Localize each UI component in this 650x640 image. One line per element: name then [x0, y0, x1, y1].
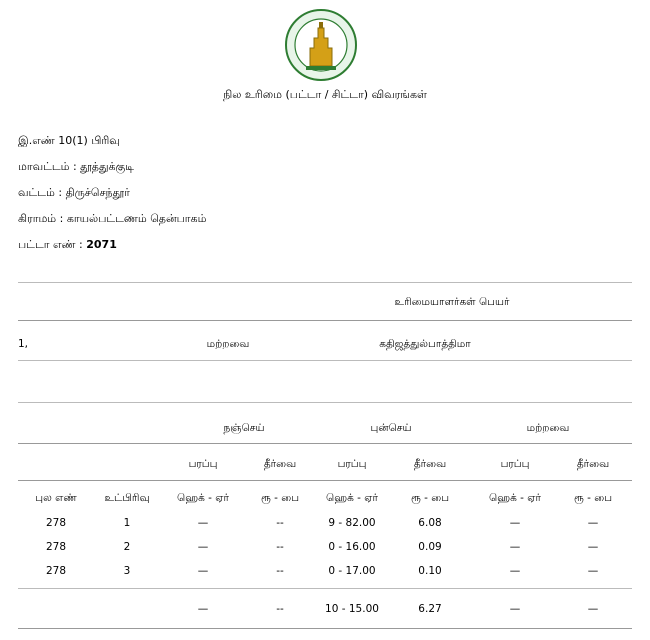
table-cell: —: [197, 541, 209, 553]
table-cell: —: [587, 541, 599, 553]
group-wet-land: நஞ்செய்: [223, 422, 265, 434]
total-cell: --: [276, 603, 284, 615]
sub-header-tax: தீர்வை: [263, 458, 297, 470]
sub-header-tax: தீர்வை: [576, 458, 610, 470]
group-other-land: மற்றவை: [526, 422, 570, 434]
table-cell: 278: [45, 541, 67, 553]
divider: [18, 443, 632, 444]
table-cell: 278: [45, 565, 67, 577]
owner-row-relation: மற்றவை: [206, 338, 250, 350]
taluk-label: வட்டம் : திருச்செந்தூர்: [18, 186, 130, 199]
table-cell: --: [276, 517, 284, 529]
table-cell: 0 - 16.00: [328, 541, 376, 553]
divider: [18, 360, 632, 361]
column-header: ரூ - பை: [260, 492, 300, 504]
total-cell: —: [587, 603, 599, 615]
table-cell: —: [509, 565, 521, 577]
divider: [18, 320, 632, 321]
table-cell: --: [276, 541, 284, 553]
total-cell: 6.27: [418, 603, 442, 615]
column-header: ஹெக் - ஏர்: [177, 492, 229, 504]
table-cell: 278: [45, 517, 67, 529]
table-cell: --: [276, 565, 284, 577]
page-title: நில உரிமை (பட்டா / சிட்டா) விவரங்கள்: [223, 88, 427, 101]
owner-row-number: 1,: [18, 338, 29, 350]
table-cell: 0.10: [418, 565, 442, 577]
divider: [18, 402, 632, 403]
sub-header-tax: தீர்வை: [413, 458, 447, 470]
district-label: மாவட்டம் : தூத்துக்குடி: [18, 160, 134, 173]
table-cell: 2: [123, 541, 131, 553]
tamil-nadu-emblem-icon: [284, 8, 358, 82]
divider: [18, 588, 632, 589]
section-label: இ.எண் 10(1) பிரிவு: [18, 134, 120, 147]
patta-number: [18, 238, 117, 253]
sub-header-area: பரப்பு: [500, 458, 530, 470]
patta-value: 2071: [86, 238, 117, 251]
table-cell: —: [587, 565, 599, 577]
owner-row-name: கதிஜத்துல்பாத்திமா: [379, 338, 471, 350]
village-label: கிராமம் : காயல்பட்டணம் தென்பாகம்: [18, 212, 207, 225]
column-header: ஹெக் - ஏர்: [489, 492, 541, 504]
total-cell: 10 - 15.00: [325, 603, 379, 615]
table-cell: —: [509, 541, 521, 553]
table-cell: —: [509, 517, 521, 529]
table-cell: —: [197, 565, 209, 577]
column-header: ஹெக் - ஏர்: [326, 492, 378, 504]
divider: [18, 628, 632, 629]
patta-label: பட்டா எண் :: [18, 238, 83, 251]
total-cell: —: [509, 603, 521, 615]
column-header: புல எண்: [35, 492, 77, 504]
table-cell: —: [197, 517, 209, 529]
group-dry-land: புன்செய்: [370, 422, 412, 434]
divider: [18, 480, 632, 481]
sub-header-area: பரப்பு: [188, 458, 218, 470]
column-header: ரூ - பை: [573, 492, 613, 504]
table-cell: 3: [123, 565, 131, 577]
table-cell: 0.09: [418, 541, 442, 553]
table-cell: 6.08: [418, 517, 442, 529]
sub-header-area: பரப்பு: [337, 458, 367, 470]
owners-header: உரிமையாளர்கள் பெயர்: [394, 296, 510, 308]
total-cell: —: [197, 603, 209, 615]
table-cell: 0 - 17.00: [328, 565, 376, 577]
column-header: ரூ - பை: [410, 492, 450, 504]
table-cell: —: [587, 517, 599, 529]
table-cell: 9 - 82.00: [328, 517, 376, 529]
divider: [18, 282, 632, 283]
column-header: உட்பிரிவு: [104, 492, 150, 504]
table-cell: 1: [123, 517, 131, 529]
